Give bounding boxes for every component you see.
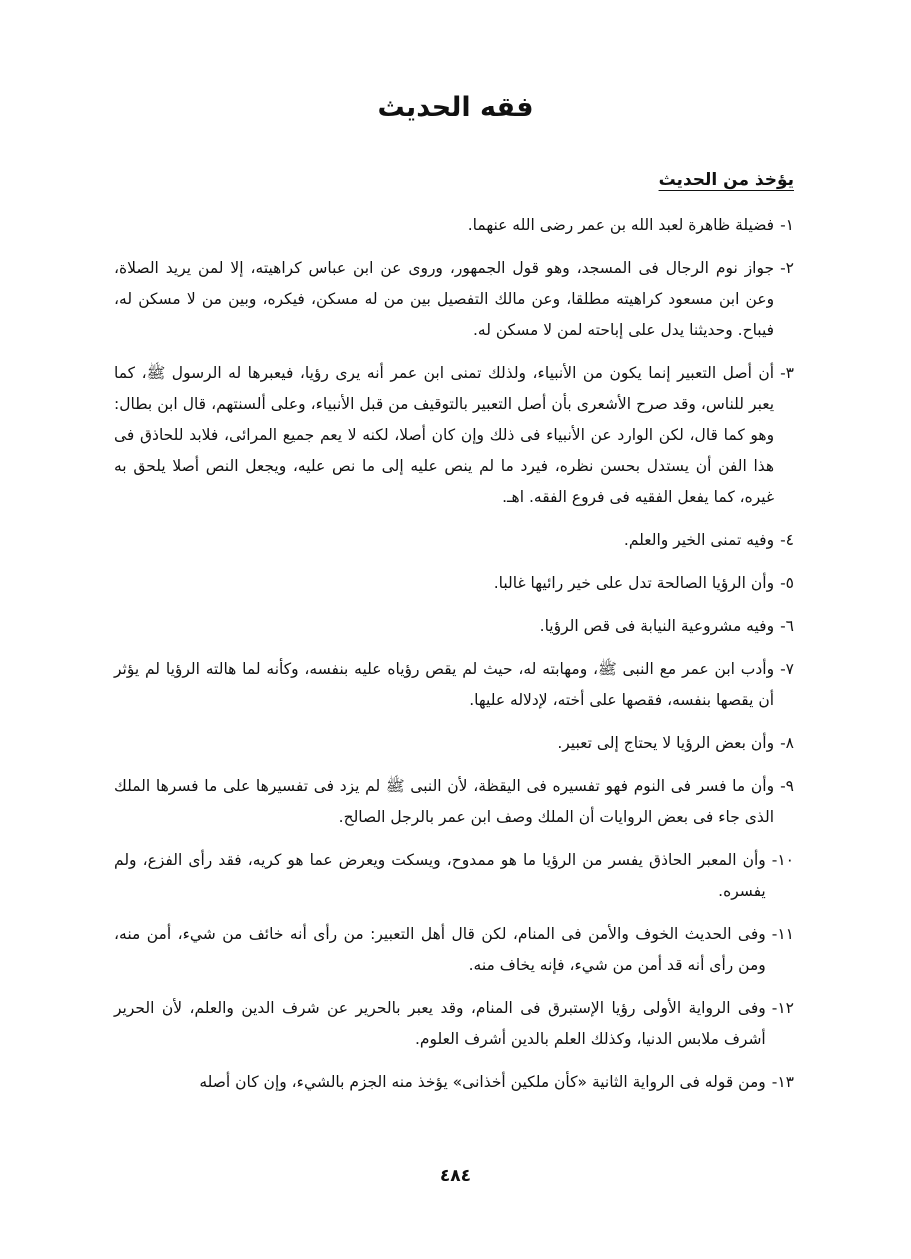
item-number: ١٠- [771,851,794,869]
item-number: ٩- [780,777,794,795]
list-item [114,728,794,759]
item-number: ٢- [780,259,794,277]
page-title: فقه الحديث [377,92,534,123]
benefits-list [114,210,794,1110]
item-number: ٤- [780,531,794,549]
list-item [114,771,794,833]
item-text: فضيلة ظاهرة لعبد الله بن عمر رضى الله عنهما. [467,216,775,234]
list-item [114,993,794,1055]
item-text: وأن بعض الرؤيا لا يحتاج إلى تعبير. [557,734,775,752]
list-item [114,210,794,241]
item-number: ١٢- [771,999,794,1017]
list-item [114,654,794,716]
page-number: ٤٨٤ [439,1166,472,1186]
item-text: وأن المعبر الحاذق يفسر من الرؤيا ما هو ممدوح، ويسكت ويعرض عما هو كريه، فقد رأى الفزع، ولم يفسره. [114,851,766,900]
item-text: جواز نوم الرجال فى المسجد، وهو قول الجمهور، وروى عن ابن عباس كراهيته، إلا لمن يريد الصلاة، وعن ابن مسعود كراهيته مطلقا، وعن مالك التفصيل بين من له مسكن، فيكره، وبين من لا مسكن له، فيباح. وحديثنا يدل على إباحته لمن لا مسكن له. [114,259,775,339]
item-text: وفى الرواية الأولى رؤيا الإستبرق فى المنام، وقد يعبر بالحرير عن شرف الدين والعلم، لأن الحرير أشرف ملابس الدنيا، وكذلك العلم بالدين أشرف العلوم. [114,999,766,1048]
list-item [114,568,794,599]
item-number: ١٣- [771,1073,794,1091]
list-item [114,1067,794,1098]
item-number: ١- [780,216,794,234]
item-text: وفى الحديث الخوف والأمن فى المنام، لكن قال أهل التعبير: من رأى أنه خائف من شيء، أمن منه، ومن رأى أنه قد أمن من شيء، فإنه يخاف منه. [114,925,766,974]
list-item [114,358,794,513]
item-number: ١١- [771,925,794,943]
item-text: وأن الرؤيا الصالحة تدل على خير رائيها غالبا. [493,574,775,592]
item-text: أن أصل التعبير إنما يكون من الأنبياء، ولذلك تمنى ابن عمر أنه يرى رؤيا، فيعبرها له الرسول ﷺ، كما يعبر للناس، وقد صرح الأشعرى بأن أصل التعبير بالتوقيف من قبل الأنبياء، وعلى ألسنتهم، قال ابن بطال: وهو كما قال، لكن الوارد عن الأنبياء فى ذلك وإن كان أصلا، لكنه لا يعم جميع المرائى، فلابد للحاذق فى هذا الفن أن يستدل بحسن نظره، فيرد ما لم ينص عليه إلى ما نص عليه، ويجعل النص أصلا يلحق به غيره، كما يفعل الفقيه فى فروع الفقه. اهـ. [114,364,775,506]
item-text: وأن ما فسر فى النوم فهو تفسيره فى اليقظة، لأن النبى ﷺ لم يزد فى تفسيرها على ما فسرها الملك الذى جاء فى بعض الروايات أن الملك وصف ابن عمر بالرجل الصالح. [114,777,775,826]
item-number: ٣- [780,364,794,382]
item-number: ٥- [780,574,794,592]
section-subheading: يؤخذ من الحديث [658,170,794,190]
item-number: ٧- [780,660,794,678]
item-text: وأدب ابن عمر مع النبى ﷺ، ومهابته له، حيث لم يقص رؤياه عليه بنفسه، وكأنه لما هالته الرؤيا لم يؤثر أن يقصها بنفسه، فقصها على أخته، لإدلاله عليها. [114,660,775,709]
list-item [114,845,794,907]
list-item [114,253,794,346]
list-item [114,611,794,642]
item-text: ومن قوله فى الرواية الثانية «كأن ملكين أخذانى» يؤخذ منه الجزم بالشيء، وإن كان أصله [199,1073,766,1091]
list-item [114,919,794,981]
list-item [114,525,794,556]
item-text: وفيه مشروعية النيابة فى قص الرؤيا. [539,617,775,635]
item-text: وفيه تمنى الخير والعلم. [623,531,775,549]
item-number: ٦- [780,617,794,635]
item-number: ٨- [780,734,794,752]
